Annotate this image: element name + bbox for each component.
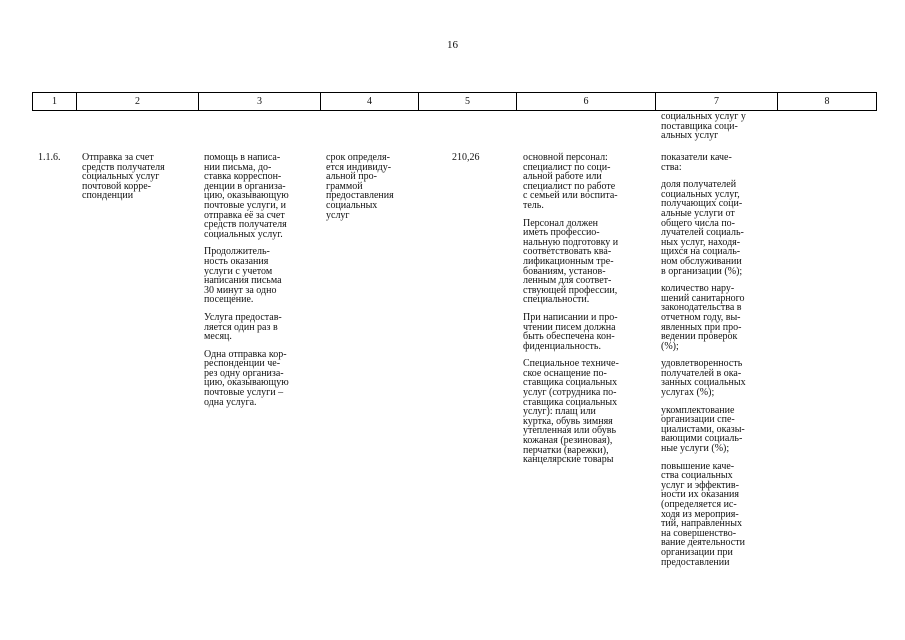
service-name: Отправка за счет средств получателя социальных услуг почтовой корре- спонденции <box>82 152 165 202</box>
conditions-paragraph: основной персонал: специалист по соци- альной работе или специалист по работе с семьей или воспита- тель. <box>523 152 618 211</box>
conditions-paragraph: Специальное техниче- ское оснащение по- ставщика социальных услуг (сотрудника по- ставщика социальных услуг): плащ или куртка, обувь зимняя утепленная или обувь кожаная (резиновая), перчатки (варежки), канцелярские товары <box>523 358 619 466</box>
description-paragraph: Продолжитель- ность оказания услуги с учетом написания письма 30 минут за одно посещение. <box>204 246 282 306</box>
service-conditions <box>523 153 658 473</box>
indicator-paragraph: укомплектование организации спе- циалистами, оказы- вающими социаль- ные услуги (%); <box>661 404 745 455</box>
continuation-text-col7: социальных услуг у поставщика соци- альных услуг <box>661 111 746 142</box>
header-col-6: 6 <box>517 93 656 110</box>
header-col-2: 2 <box>77 93 199 110</box>
conditions-paragraph: При написании и про- чтении писем должна быть обеспечена кон- фиденциальность. <box>523 311 618 352</box>
header-col-4: 4 <box>321 93 419 110</box>
quality-indicators <box>661 153 779 575</box>
indicator-paragraph: удовлетворенность получателей в ока- занных социальных услугах (%); <box>661 358 746 399</box>
indicator-paragraph: количество нару- шений санитарного законодательства в отчетном году, вы- явленных при про- ведении проверок (%); <box>661 283 745 352</box>
page-number: 16 <box>447 39 458 51</box>
description-paragraph: Услуга предостав- ляется один раз в месяц. <box>204 311 282 343</box>
conditions-paragraph: Персонал должен иметь профессио- нальную подготовку и соответствовать ква- лификационным тре- бованиям, установ- ленным для соответ- ствующей профессии, специальности. <box>523 217 619 306</box>
header-col-8: 8 <box>824 96 830 107</box>
header-col-3: 3 <box>199 93 321 110</box>
row-number: 1.1.6. <box>38 152 61 163</box>
indicator-paragraph: повышение каче- ства социальных услуг и эффектив- ности их оказания (определяется ис- ходя из мероприя- тий, направленных на совершенство- вание деятельности организации при предоставлении <box>661 460 745 568</box>
description-paragraph: помощь в написа- нии письма, до- ставка корреспон- денции в организа- цию, оказывающую почтовые услуги, и отправка её за счет средств получателя социальных услуг. <box>204 152 289 240</box>
description-paragraph: Одна отправка кор- респонденции че- рез одну организа- цию, оказывающую почтовые услуги – одна услуга. <box>204 348 289 408</box>
service-tariff: 210,26 <box>452 152 480 163</box>
header-col-5: 5 <box>419 93 517 110</box>
service-term: срок определя- ется индивиду- альной про- граммой предоставления социальных услуг <box>326 152 394 221</box>
indicator-paragraph: доля получателей социальных услуг, получающих соци- альные услуги от общего числа по- лучателей социаль- ных услуг, находя- щихся на социаль- ном обслуживании в организации (%); <box>661 179 744 277</box>
header-col-7: 7 <box>656 93 778 110</box>
header-col-1: 1 <box>33 93 77 110</box>
indicator-paragraph: показатели каче- ства: <box>661 152 732 173</box>
service-description <box>204 153 322 415</box>
table-header-row <box>32 92 877 111</box>
